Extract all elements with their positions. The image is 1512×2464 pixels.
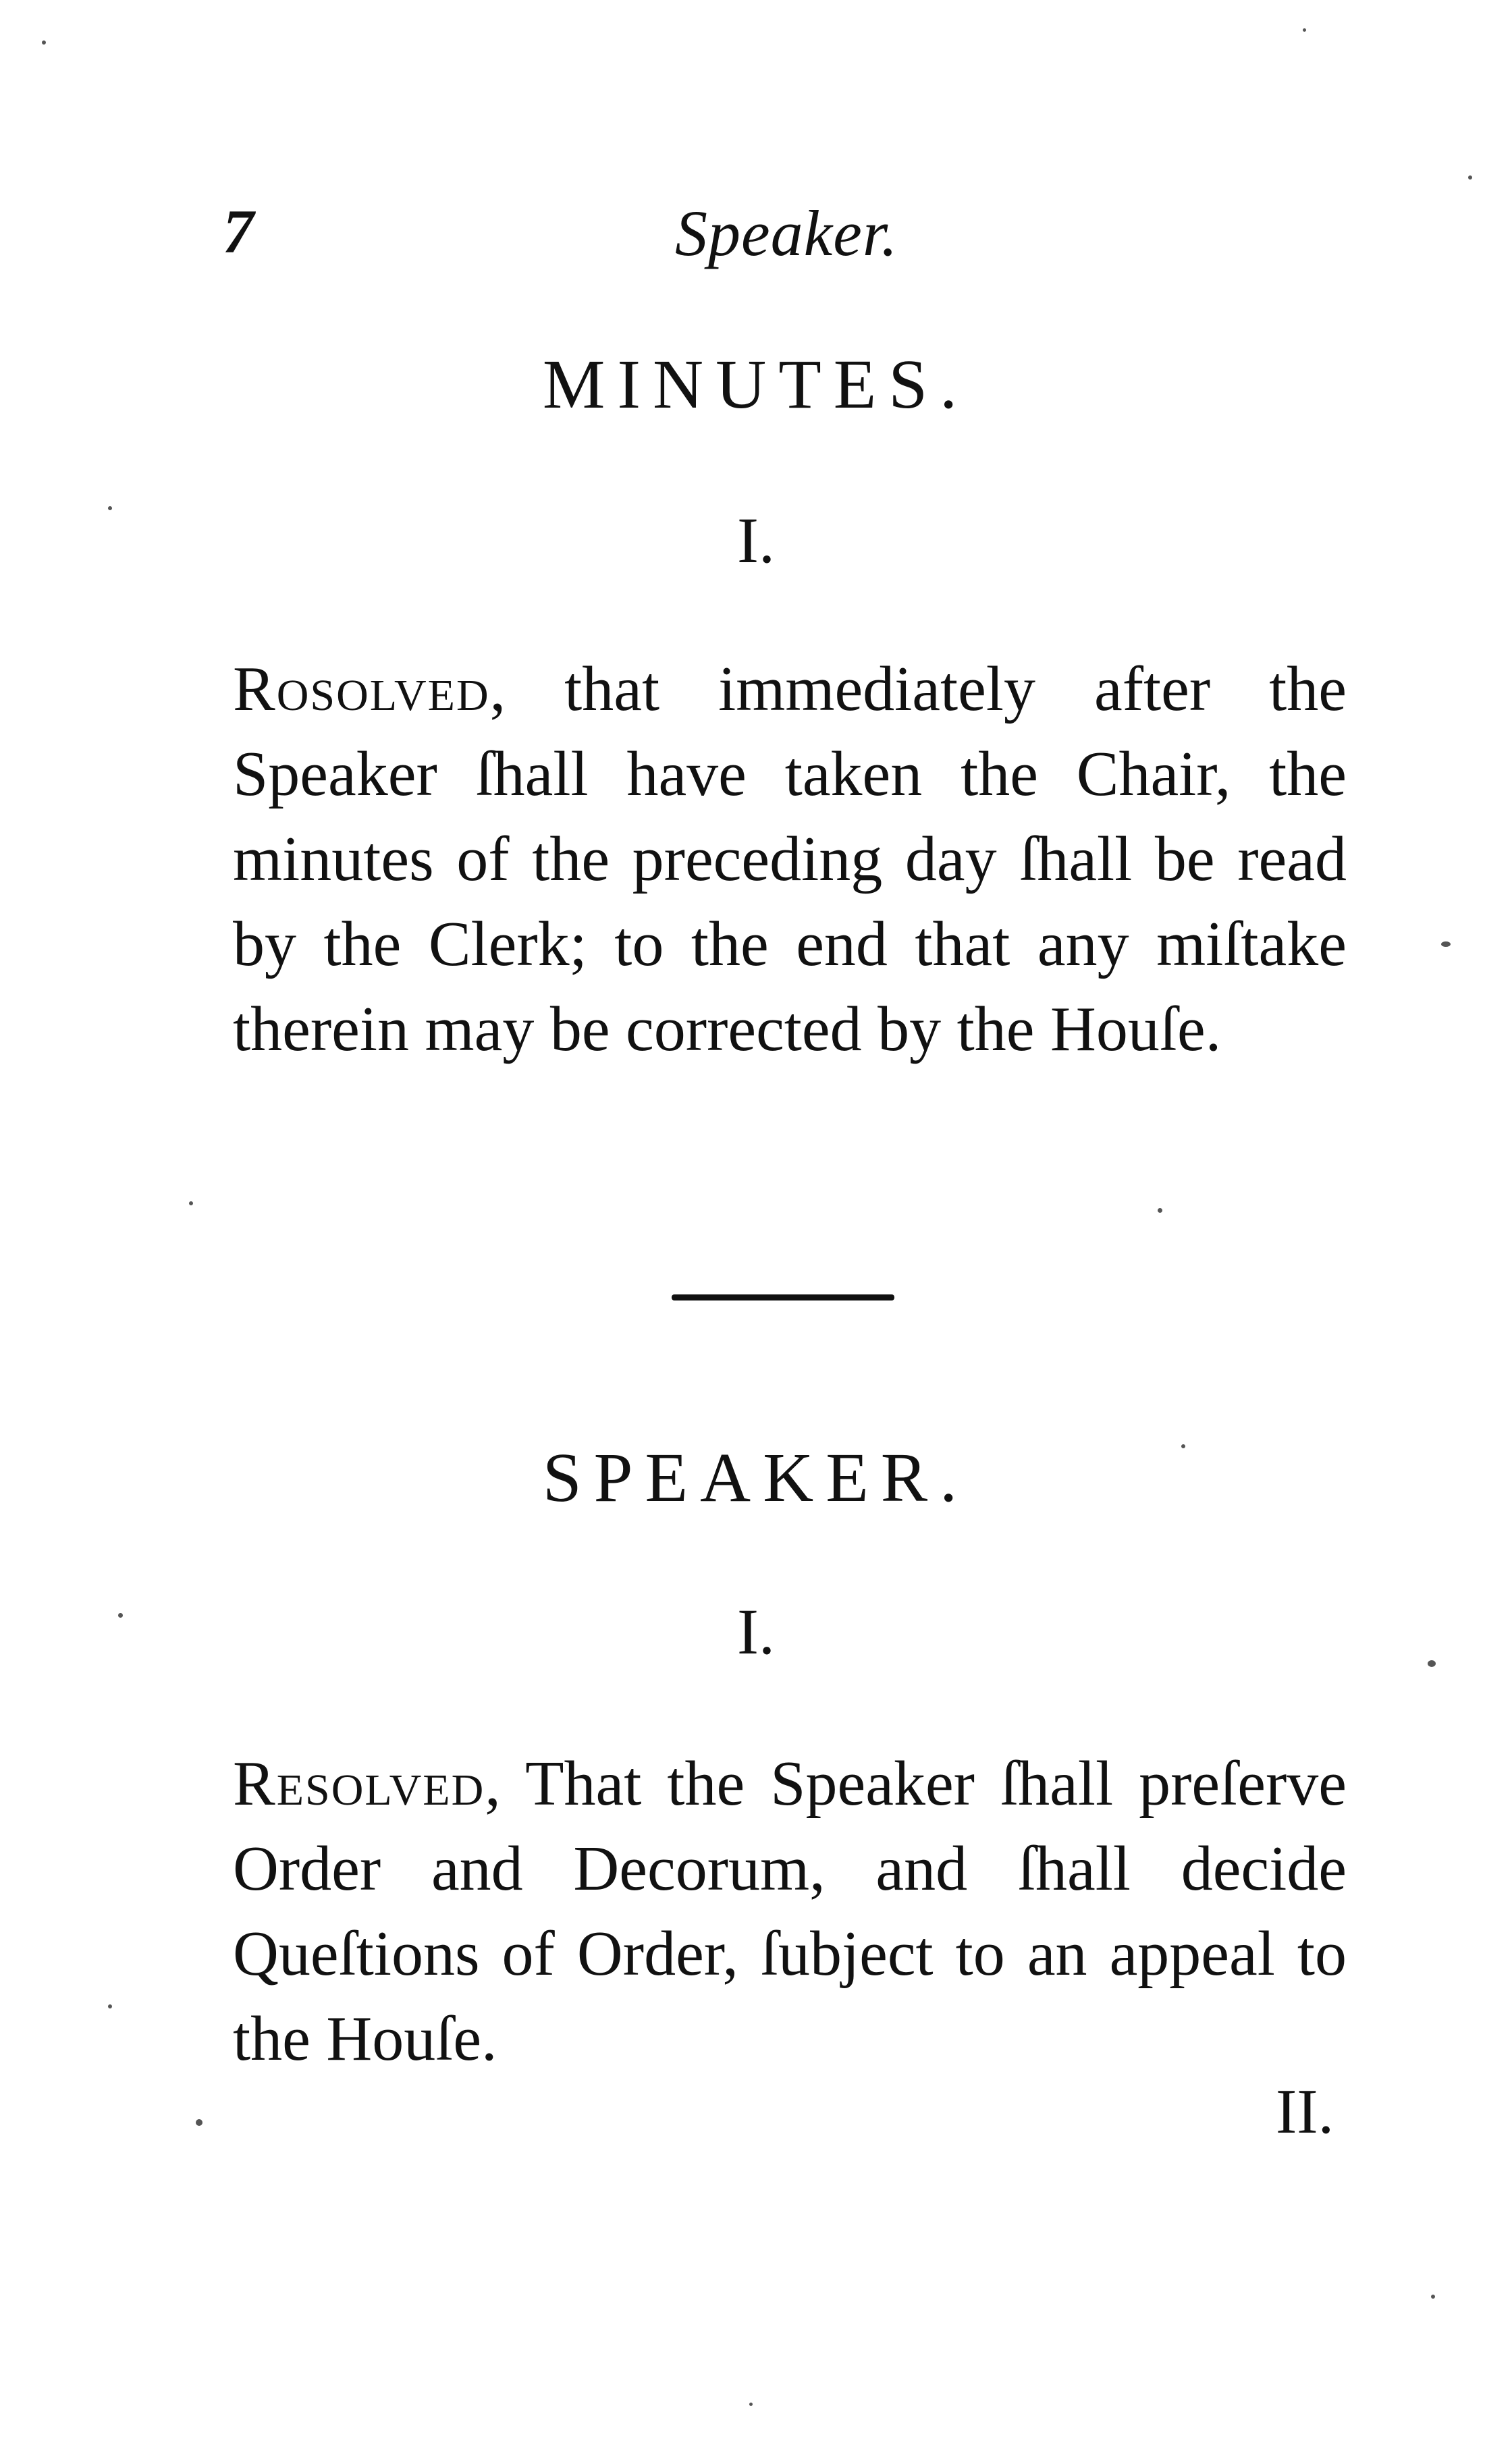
catchword: II. xyxy=(1276,2077,1334,2147)
section-title-speaker: SPEAKER. xyxy=(542,1439,970,1516)
page-number: 7 xyxy=(223,197,254,266)
section-number-speaker: I. xyxy=(737,1595,775,1668)
section-number-minutes: I. xyxy=(737,504,775,576)
resolution-text: , That the Speaker ſhall preſerve Order and Decorum, and ſhall decide Queſtions of Order, ſubject to an appeal to the Houſe. xyxy=(233,1749,1347,2074)
resolution-paragraph-speaker xyxy=(233,1741,1347,2081)
section-title-minutes: MINUTES. xyxy=(542,346,970,423)
section-divider-rule xyxy=(672,1294,894,1301)
running-head: Speaker. xyxy=(675,197,898,269)
page-header xyxy=(223,196,1343,290)
resolution-lead-word: Rosolved xyxy=(233,654,490,724)
resolution-lead-word: Resolved xyxy=(233,1749,485,1819)
resolution-text: , that immediately after the Speaker ſhall have taken the Chair, the minutes of the preceding day ſhall be read by the Clerk; to the end that any miſtake therein may be corrected by the Houſe. xyxy=(233,654,1347,1064)
resolution-paragraph-minutes xyxy=(233,647,1347,1072)
